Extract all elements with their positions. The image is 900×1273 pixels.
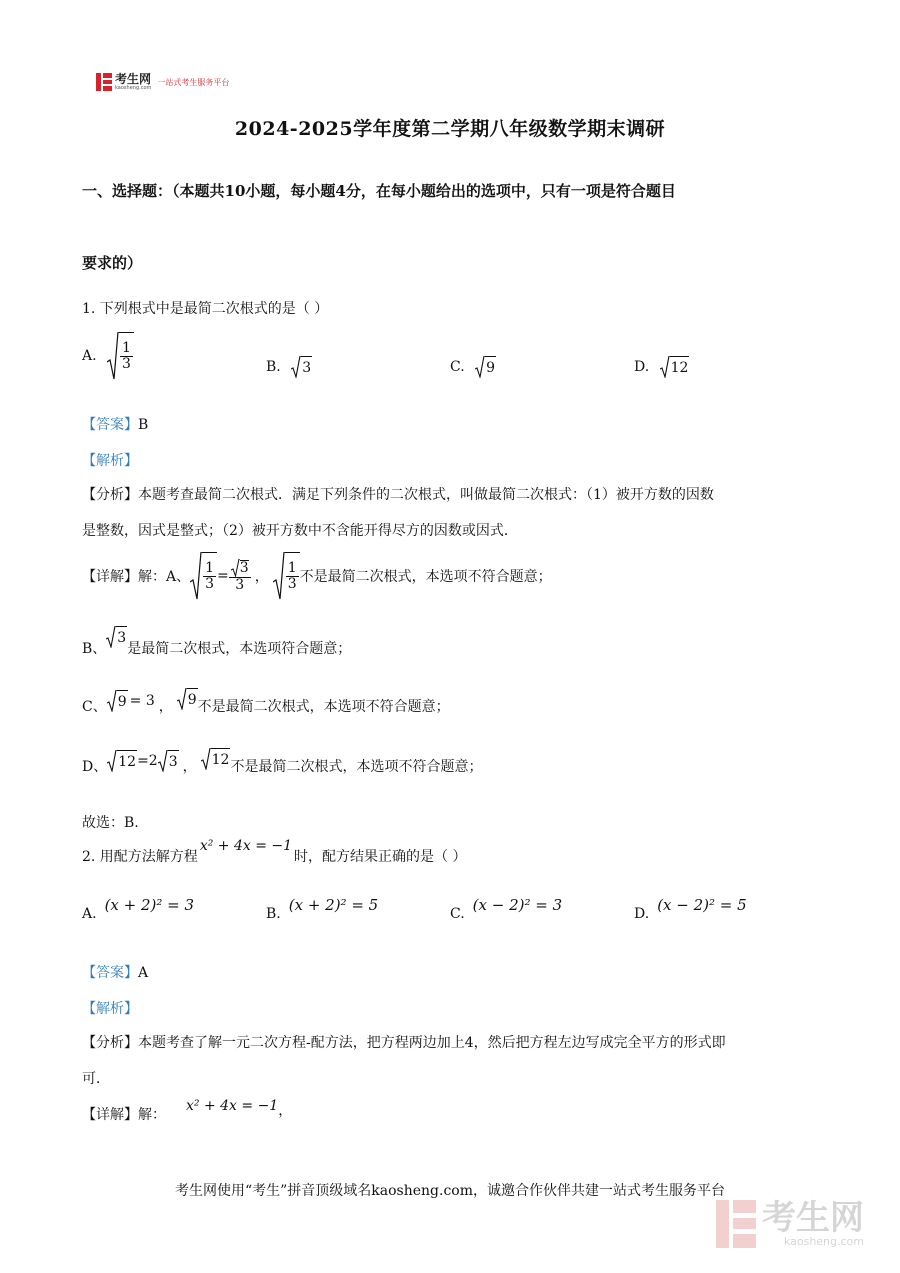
q1-answer — [82, 414, 148, 434]
watermark-mark-icon — [716, 1200, 756, 1248]
q1-c-radicand: 9 — [485, 356, 496, 378]
q1-analysis-line1: 【分析】本题考查最简二次根式．满足下列条件的二次根式，叫做最简二次根式：（1）被开方数的因数 — [82, 487, 714, 503]
q1-detail-c-prefix: C、 — [82, 699, 107, 715]
q2-equation: x² + 4x = −1 — [199, 838, 293, 854]
q2-detail-prefix: 【详解】解： — [82, 1107, 166, 1123]
q2-stem-suffix: 时，配方结果正确的是（ ） — [294, 849, 467, 865]
q2-option-a — [82, 896, 195, 922]
q2-option-b-label: B. — [266, 906, 281, 922]
q1-option-d-radical — [660, 356, 690, 378]
q1-option-a-label: A. — [82, 348, 97, 364]
q2-option-d — [634, 896, 747, 922]
q1-d-radicand: 12 — [670, 356, 690, 378]
q2-option-d-expr: (x − 2)² = 5 — [657, 896, 747, 914]
q1-detail-c-radicand1: 9 — [117, 690, 128, 712]
q2-option-c — [450, 896, 563, 922]
q1-conclusion: 故选：B. — [82, 815, 139, 831]
q1-detail-c-radicand2: 9 — [187, 688, 198, 710]
q1-a-num: 1 — [122, 340, 131, 357]
q2-option-d-label: D. — [634, 906, 650, 922]
q1-detail-c — [82, 691, 450, 716]
q1-detail-b-radicand: 3 — [116, 626, 127, 648]
q1-detail-a-den2: 3 — [235, 577, 245, 594]
watermark-logo — [716, 1197, 864, 1248]
q1-option-a — [82, 332, 134, 380]
logo-cn: 考生网 — [115, 72, 152, 86]
q1-answer-value: B — [138, 417, 149, 433]
q1-detail-d — [82, 751, 483, 776]
q1-detail-b-prefix: B、 — [82, 641, 107, 657]
q1-detail-b-rad — [106, 626, 127, 648]
logo-mark-icon — [96, 73, 112, 91]
radical-sign-icon — [190, 552, 202, 600]
logo-text — [115, 73, 151, 91]
q1-detail-a-eq: = — [217, 568, 229, 584]
q1-analysis-tag: 【解析】 — [82, 453, 138, 469]
q1-detail-d-suffix: 不是最简二次根式，本选项不符合题意； — [230, 759, 483, 775]
radical-sign-icon — [475, 356, 485, 378]
q2-stem-prefix: 2. 用配方法解方程 — [82, 849, 198, 865]
q2-detail-eq: x² + 4x = −1 — [186, 1098, 279, 1114]
footer-text: 考生网使用“考生”拼音顶级域名kaosheng.com，诚邀合作伙伴共建一站式考生服务平台 — [174, 1183, 726, 1199]
q1-detail-a-rad2 — [273, 552, 300, 600]
q1-stem: 1. 下列根式中是最简二次根式的是（ ） — [82, 301, 329, 317]
radical-sign-icon — [107, 332, 119, 380]
q1-detail-a-suffix: 不是最简二次根式，本选项不符合题意； — [299, 569, 552, 585]
radical-sign-icon — [291, 356, 301, 378]
radical-sign-icon — [273, 552, 285, 600]
q1-option-b — [266, 356, 312, 378]
q1-detail-prefix: 【详解】解：A、 — [82, 569, 191, 585]
q2-detail-suffix: ， — [278, 1103, 293, 1119]
q1-detail-a-num1: 1 — [205, 560, 215, 577]
q1-detail-a-comma: ， — [254, 569, 269, 585]
radical-sign-icon — [158, 750, 168, 772]
q1-detail-a — [82, 552, 552, 600]
q2-option-c-label: C. — [450, 906, 465, 922]
q2-answer-tag: 【答案】 — [82, 965, 138, 981]
q1-option-b-label: B. — [266, 359, 281, 375]
q1-detail-a-den1: 3 — [205, 576, 215, 592]
page-title: 2024-2025学年度第二学期八年级数学期末调研 — [234, 118, 666, 140]
logo-slogan: 一站式考生服务平台 — [157, 77, 230, 87]
q1-detail-d-radicand3: 12 — [211, 748, 231, 770]
q1-answer-tag: 【答案】 — [82, 417, 138, 433]
q1-detail-a-sqrt3: 3 — [239, 560, 249, 577]
q1-detail-c-rad1 — [107, 690, 128, 712]
q1-detail-a-rad1 — [190, 552, 217, 600]
q2-option-c-expr: (x − 2)² = 3 — [472, 896, 563, 914]
q2-option-a-expr: (x + 2)² = 3 — [104, 896, 195, 914]
q1-b-radicand: 3 — [301, 356, 312, 378]
q1-option-c-label: C. — [450, 359, 465, 375]
watermark-en: kaosheng.com — [783, 1234, 864, 1248]
radical-sign-icon — [107, 750, 117, 772]
q1-option-c-radical — [475, 356, 496, 378]
q2-analysis-line1: 【分析】本题考查了解一元二次方程-配方法，把方程两边加上4，然后把方程左边写成完全平方的形式即 — [82, 1035, 726, 1051]
q1-detail-d-rad2 — [158, 750, 179, 772]
q1-detail-b-suffix: 是最简二次根式，本选项符合题意； — [127, 641, 352, 657]
q1-analysis-line2: 是整数，因式是整式；（2）被开方数中不含能开得尽方的因数或因式． — [82, 523, 518, 539]
header-logo — [96, 72, 229, 92]
radical-sign-icon — [107, 690, 117, 712]
watermark-cn: 考生网 — [762, 1197, 864, 1238]
section-heading-line2: 要求的） — [82, 254, 143, 272]
q1-detail-d-rad3 — [201, 748, 231, 770]
q2-option-b — [266, 896, 379, 922]
q1-option-a-radical — [107, 332, 134, 380]
q2-option-b-expr: (x + 2)² = 5 — [288, 896, 379, 914]
q2-stem — [82, 838, 467, 866]
q1-detail-d-prefix: D、 — [82, 759, 108, 775]
q1-option-b-radical — [291, 356, 312, 378]
q1-detail-a-num3: 1 — [287, 560, 297, 577]
q2-analysis-line2: 可． — [82, 1071, 110, 1087]
q1-detail-b — [82, 629, 352, 658]
q1-a-den: 3 — [122, 356, 131, 372]
q1-detail-d-rad1 — [107, 750, 137, 772]
q1-detail-c-rad2 — [177, 688, 198, 710]
radical-sign-icon — [177, 688, 187, 710]
q2-detail — [82, 1098, 293, 1124]
q2-answer — [82, 962, 148, 982]
q1-detail-c-suffix: 不是最简二次根式，本选项不符合题意； — [197, 699, 450, 715]
q1-option-c — [450, 356, 496, 378]
section-heading-line1: 一、选择题：（本题共10小题，每小题4分，在每小题给出的选项中，只有一项是符合题目 — [82, 182, 676, 200]
q1-detail-d-radicand1: 12 — [117, 750, 137, 772]
q1-detail-c-comma: ， — [158, 699, 173, 715]
logo-en: kaosheng.com — [115, 85, 152, 91]
q1-option-d — [634, 356, 689, 378]
q1-detail-c-eq: = 3 — [129, 693, 155, 709]
q2-answer-value: A — [138, 965, 149, 981]
q1-detail-d-radicand2: 3 — [168, 750, 179, 772]
q2-option-a-label: A. — [82, 906, 97, 922]
radical-sign-icon — [106, 626, 116, 648]
radical-sign-icon — [231, 559, 240, 577]
q1-detail-a-frac — [229, 559, 251, 593]
radical-sign-icon — [660, 356, 670, 378]
q2-analysis-tag: 【解析】 — [82, 1001, 138, 1017]
q1-option-d-label: D. — [634, 359, 650, 375]
q1-detail-d-eq: =2 — [137, 753, 158, 769]
q1-detail-a-den3: 3 — [287, 576, 297, 592]
radical-sign-icon — [201, 748, 211, 770]
q1-detail-d-comma: ， — [182, 759, 197, 775]
